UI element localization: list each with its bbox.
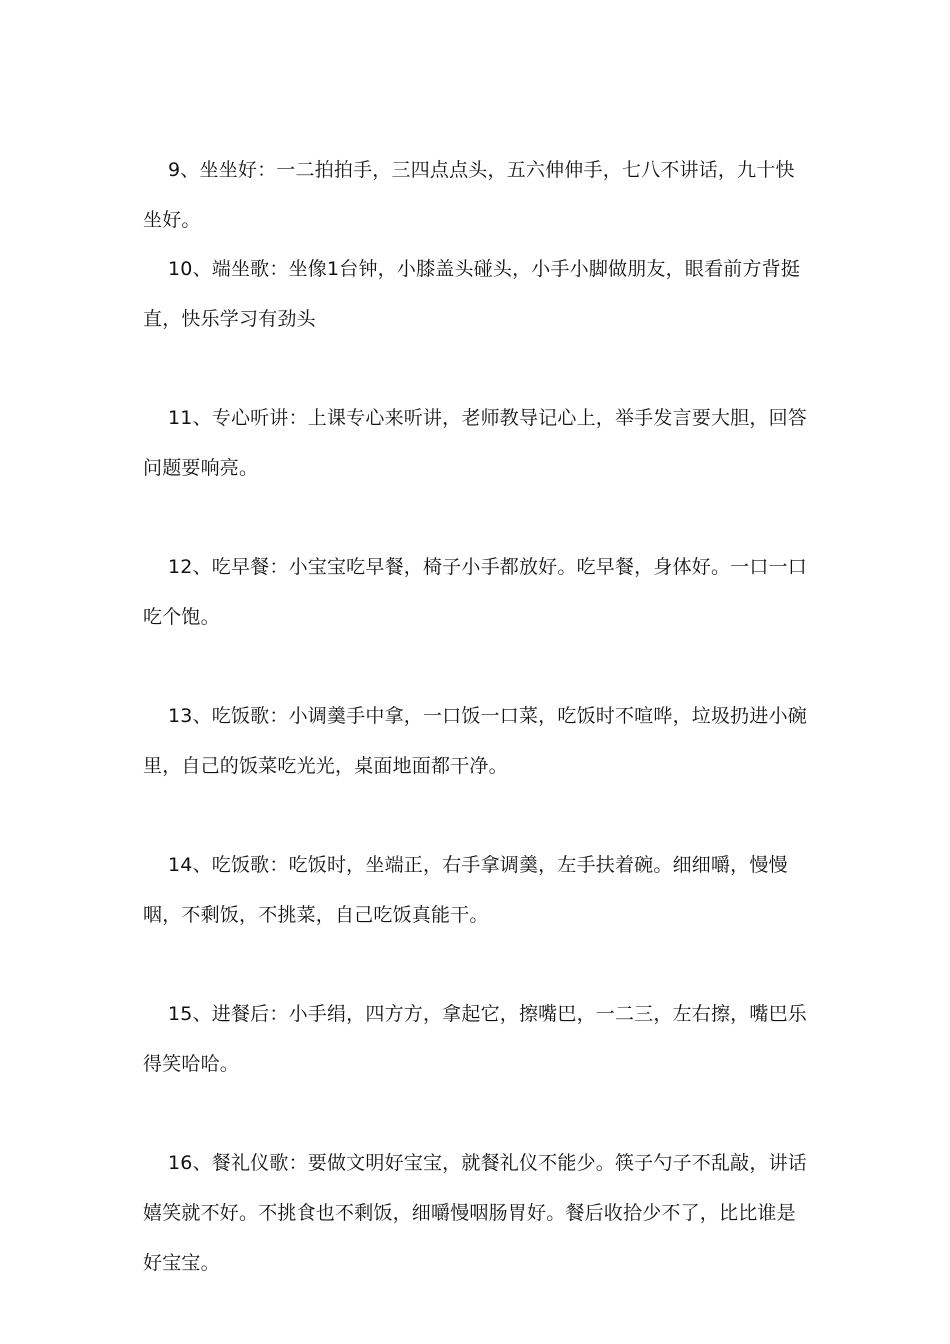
rhyme-paragraph-13: 13、吃饭歌：小调羹手中拿，一口饭一口菜，吃饭时不喧哗，垃圾扔进小碗里，自己的饭菜吃光光，桌面地面都干净。 bbox=[143, 705, 807, 777]
rhyme-paragraph-14: 14、吃饭歌：吃饭时，坐端正，右手拿调羹，左手扶着碗。细细嚼，慢慢咽，不剩饭，不挑菜，自己吃饭真能干。 bbox=[143, 854, 788, 926]
rhyme-paragraph-11: 11、专心听讲：上课专心来听讲，老师教导记心上，举手发言要大胆，回答问题要响亮。 bbox=[143, 407, 807, 479]
rhyme-paragraph-15: 15、进餐后：小手绢，四方方，拿起它，擦嘴巴，一二三，左右擦，嘴巴乐得笑哈哈。 bbox=[143, 1003, 807, 1075]
rhyme-paragraph-16: 16、餐礼仪歌：要做文明好宝宝，就餐礼仪不能少。筷子勺子不乱敲，讲话嬉笑就不好。不挑食也不剩饭，细嚼慢咽肠胃好。餐后收拾少不了，比比谁是好宝宝。 bbox=[143, 1152, 807, 1274]
rhyme-paragraph-12: 12、吃早餐：小宝宝吃早餐，椅子小手都放好。吃早餐，身体好。一口一口吃个饱。 bbox=[143, 556, 807, 628]
rhyme-paragraph-10: 10、端坐歌：坐像1台钟，小膝盖头碰头，小手小脚做朋友，眼看前方背挺直，快乐学习有劲头 bbox=[143, 258, 801, 330]
rhyme-paragraph-9: 9、坐坐好：一二拍拍手，三四点点头，五六伸伸手，七八不讲话，九十快坐好。 bbox=[143, 159, 795, 231]
